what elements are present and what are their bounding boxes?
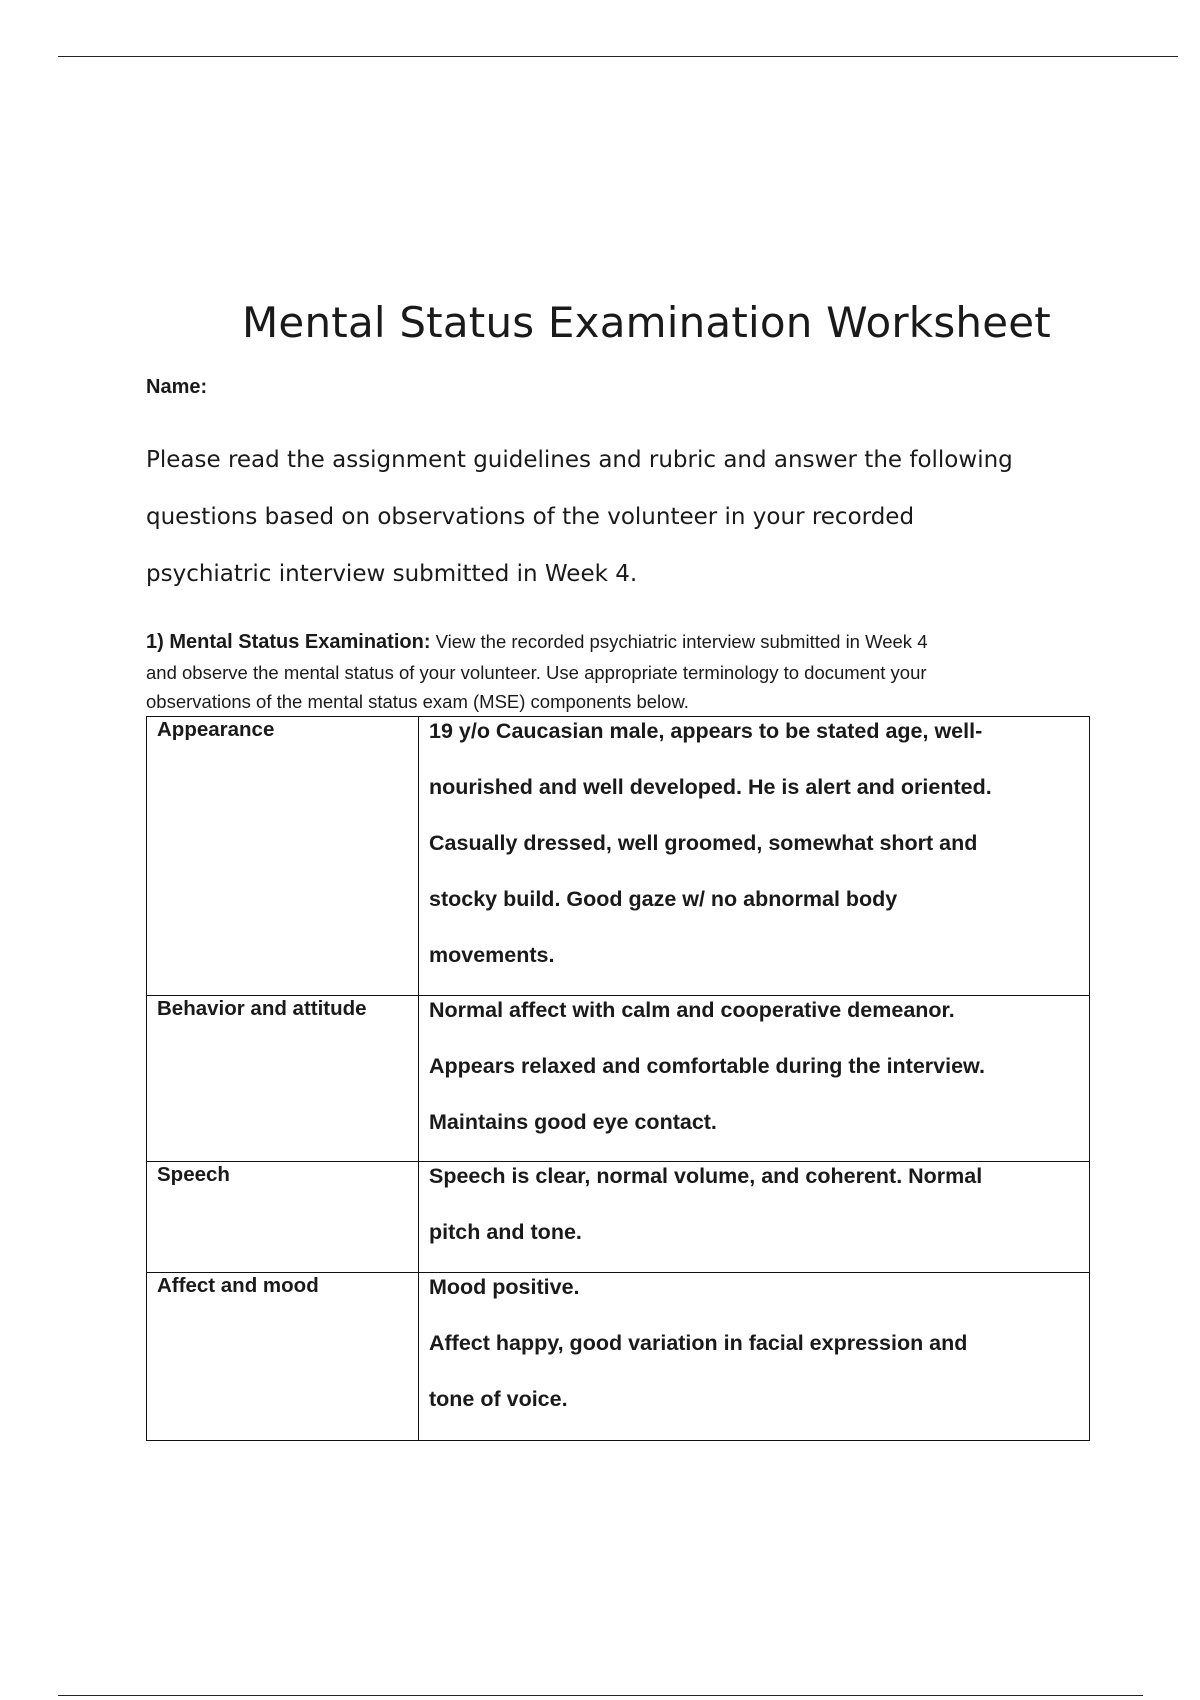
value-line: 19 y/o Caucasian male, appears to be stated age, well-	[429, 719, 983, 743]
section-1-intro-line: and observe the mental status of your volunteer. Use appropriate terminology to document your	[146, 661, 927, 683]
instructions-line: questions based on observations of the volunteer in your recorded	[146, 504, 915, 530]
table-row	[147, 996, 1090, 1162]
document-title: Mental Status Examination Worksheet	[242, 298, 1051, 347]
value-line: movements.	[429, 943, 555, 967]
table-row	[147, 1162, 1090, 1273]
value-line: Casually dressed, well groomed, somewhat short and	[429, 831, 978, 855]
value-line: Mood positive.	[429, 1275, 580, 1299]
value-line: Speech is clear, normal volume, and coherent. Normal	[429, 1164, 983, 1188]
value-line: Affect happy, good variation in facial expression and	[429, 1331, 968, 1355]
row-label: Behavior and attitude	[147, 996, 419, 1162]
row-value	[419, 996, 1090, 1162]
row-value	[419, 1162, 1090, 1273]
value-line: Normal affect with calm and cooperative demeanor.	[429, 998, 955, 1022]
value-line: tone of voice.	[429, 1387, 568, 1411]
value-line: Appears relaxed and comfortable during the interview.	[429, 1054, 985, 1078]
value-line: stocky build. Good gaze w/ no abnormal body	[429, 887, 898, 911]
row-label: Appearance	[147, 717, 419, 996]
instructions-paragraph	[146, 432, 1106, 603]
table-row	[147, 717, 1090, 996]
instructions-line: psychiatric interview submitted in Week 4.	[146, 561, 638, 587]
value-line: pitch and tone.	[429, 1220, 582, 1244]
instructions-line: Please read the assignment guidelines and rubric and answer the following	[146, 447, 1013, 473]
row-value	[419, 1273, 1090, 1441]
name-label: Name:	[146, 376, 208, 398]
value-line: nourished and well developed. He is alert and oriented.	[429, 775, 992, 799]
section-1-heading: 1) Mental Status Examination:	[146, 631, 431, 653]
table-row	[147, 1273, 1090, 1441]
mse-table	[146, 716, 1090, 1441]
value-line: Maintains good eye contact.	[429, 1110, 717, 1134]
footer-rule	[58, 1695, 1143, 1696]
row-value	[419, 717, 1090, 996]
section-1-intro-line: View the recorded psychiatric interview submitted in Week 4	[430, 631, 928, 652]
section-1-intro-line: observations of the mental status exam (MSE) components below.	[146, 691, 689, 712]
header-rule	[58, 56, 1178, 57]
row-label: Speech	[147, 1162, 419, 1273]
row-label: Affect and mood	[147, 1273, 419, 1441]
